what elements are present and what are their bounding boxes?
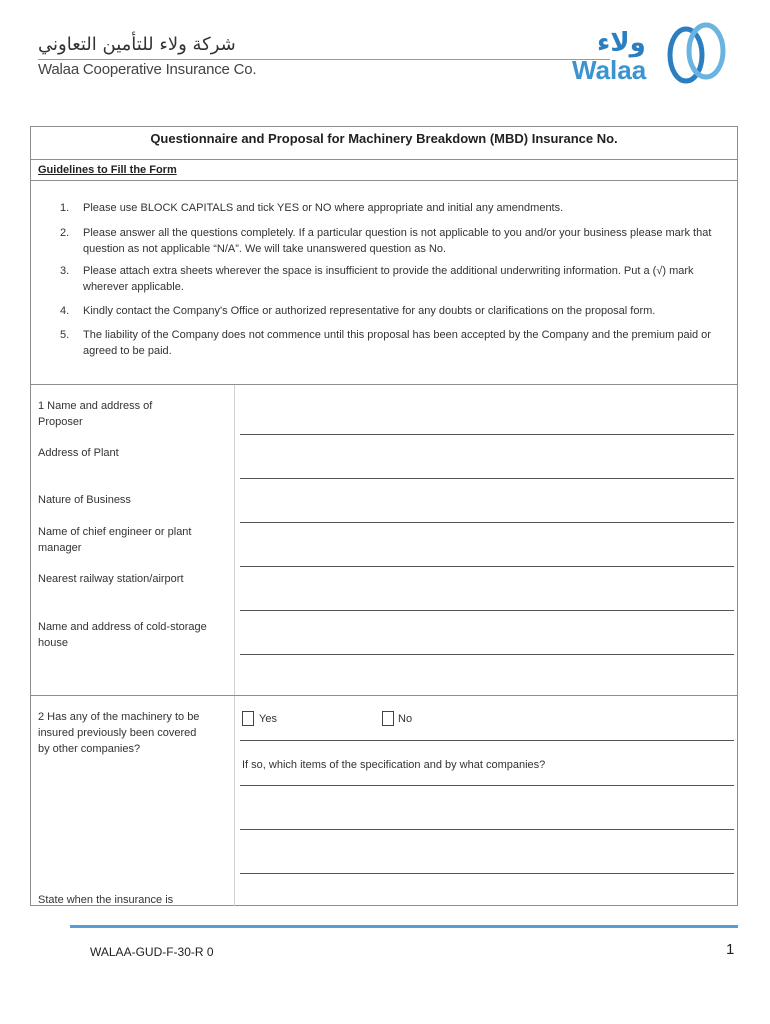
- specification-question: If so, which items of the specification and by what companies?: [242, 759, 546, 771]
- guideline-text: Please use BLOCK CAPITALS and tick YES or NO where appropriate and initial any amendments.: [83, 202, 564, 214]
- specification-answer-line[interactable]: [240, 829, 734, 830]
- plant-address-field[interactable]: [240, 478, 734, 479]
- specification-answer-line[interactable]: [240, 785, 734, 786]
- no-label: No: [398, 713, 413, 725]
- nature-of-business-field[interactable]: [240, 522, 734, 523]
- chief-engineer-field[interactable]: [240, 566, 734, 567]
- cold-storage-field[interactable]: [240, 654, 734, 655]
- guideline-text: The liability of the Company does not commence until this proposal has been accepted by the Company and the premium paid or agreed to be paid.: [83, 329, 711, 357]
- no-checkbox[interactable]: [382, 711, 394, 726]
- guideline-text: Kindly contact the Company's Office or authorized representative for any doubts or clarifications on the proposal form.: [83, 305, 656, 317]
- guideline-number: 4.: [60, 305, 70, 317]
- nearest-station-label: Nearest railway station/airport: [38, 573, 184, 585]
- section-divider: [31, 384, 738, 385]
- guideline-number: 2.: [60, 227, 70, 239]
- cold-storage-label: Name and address of cold-storage house: [38, 621, 207, 649]
- guideline-number: 1.: [60, 202, 70, 214]
- header-divider: [38, 59, 610, 60]
- column-divider: [234, 385, 235, 695]
- page-number: 1: [726, 941, 735, 958]
- yes-checkbox[interactable]: [242, 711, 254, 726]
- logo-arabic-text: ولاء: [597, 28, 646, 58]
- company-name-arabic: شركة ولاء للتأمين التعاوني: [38, 34, 236, 55]
- nature-of-business-label: Nature of Business: [38, 494, 131, 506]
- guidelines-divider: [31, 180, 738, 181]
- chief-engineer-label: Name of chief engineer or plant manager: [38, 526, 192, 554]
- proposer-name-field[interactable]: [240, 434, 734, 435]
- document-code: WALAA-GUD-F-30-R 0: [90, 945, 214, 959]
- guideline-number: 3.: [60, 265, 70, 277]
- logo-english-text: Walaa: [572, 55, 647, 85]
- specification-answer-line[interactable]: [240, 873, 734, 874]
- guidelines-heading: Guidelines to Fill the Form: [38, 164, 177, 176]
- coverage-answer-field[interactable]: [240, 740, 734, 741]
- guideline-text: Please answer all the questions completely. If a particular question is not applicable to you and/or your business please mark that question as not applicable “N/A”. We will take unanswered question as No.: [83, 227, 712, 255]
- insurance-date-label: State when the insurance is: [38, 894, 174, 906]
- guideline-text: Please attach extra sheets wherever the space is insufficient to provide the additional underwriting information. Put a (√) mark wherever applicable.: [83, 265, 694, 293]
- yes-label: Yes: [259, 713, 277, 725]
- prior-coverage-question: 2 Has any of the machinery to be insured previously been covered by other companies?: [38, 711, 200, 755]
- company-name-english: Walaa Cooperative Insurance Co.: [38, 61, 257, 78]
- footer-bar: [70, 925, 738, 928]
- plant-address-label: Address of Plant: [38, 447, 119, 459]
- section-divider: [31, 695, 738, 696]
- nearest-station-field[interactable]: [240, 610, 734, 611]
- guideline-number: 5.: [60, 329, 70, 341]
- title-divider: [31, 159, 738, 160]
- walaa-logo: [568, 20, 738, 90]
- form-title: Questionnaire and Proposal for Machinery Breakdown (MBD) Insurance No.: [150, 131, 618, 146]
- column-divider: [234, 696, 235, 906]
- logo-rings-icon: [664, 22, 732, 84]
- proposer-name-label: 1 Name and address of Proposer: [38, 400, 153, 428]
